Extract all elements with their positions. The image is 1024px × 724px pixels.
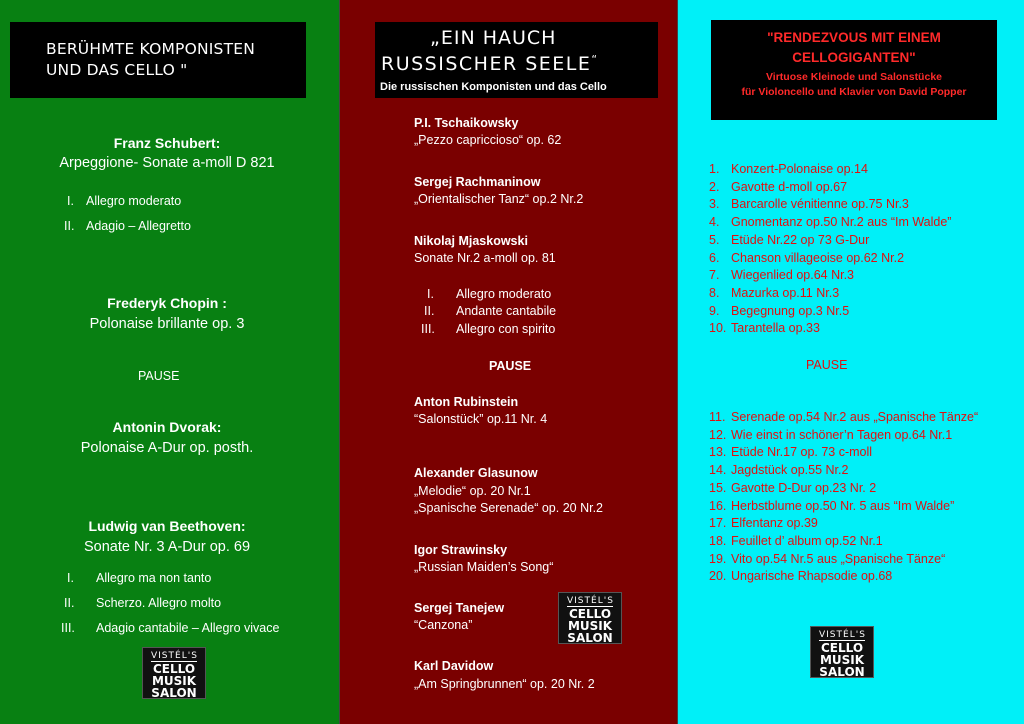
header-title: "RENDEZVOUS MIT EINEM CELLOGIGANTEN": [767, 30, 941, 65]
list-item: 16. Herbstblume op.50 Nr. 5 aus “Im Walde”: [709, 498, 955, 513]
panel-popper-rendezvous: [678, 0, 1024, 724]
movement-number: II.: [424, 304, 435, 318]
list-item: 5. Etüde Nr.22 op 73 G-Dur: [709, 232, 870, 247]
list-item: 19. Vito op.54 Nr.5 aus „Spanische Tänze“: [709, 551, 946, 566]
program-entry: P.I. Tschaikowsky „Pezzo capriccioso“ op. 62: [414, 116, 562, 147]
header-popper-rendezvous: [711, 20, 997, 120]
movement-title: Adagio cantabile – Allegro vivace: [96, 621, 280, 635]
program-entry: Nikolaj Mjaskowski Sonate Nr.2 a-moll op. 81: [414, 234, 556, 265]
program-entry: Karl Davidow „Am Springbrunnen“ op. 20 Nr. 2: [414, 659, 595, 691]
composer-dvorak: Antonin Dvorak:: [112, 419, 222, 435]
movement-title: Scherzo. Allegro molto: [96, 596, 222, 610]
program-entry: Sergej Rachmaninow „Orientalischer Tanz“ op.2 Nr.2: [414, 175, 584, 206]
work-schubert: Arpeggione- Sonate a-moll D 821: [59, 155, 275, 171]
movement-title: Allegro ma non tanto: [96, 571, 212, 585]
list-item: 6. Chanson villageoise op.62 Nr.2: [709, 250, 905, 265]
panel-famous-composers: [0, 0, 340, 724]
list-item: 4. Gnomentanz op.50 Nr.2 aus “Im Walde”: [709, 215, 952, 230]
header-subtitle: Virtuose Kleinode und Salonstücke für Violoncello und Klavier von David Popper: [741, 71, 967, 98]
list-item: 11. Serenade op.54 Nr.2 aus „Spanische Tänze“: [709, 410, 979, 424]
movement-title: Andante cantabile: [456, 304, 557, 318]
movement-number: III.: [421, 322, 435, 336]
movement-number: III.: [61, 621, 75, 635]
cello-musik-salon-logo: VISTÉL'S CELLO MUSIK SALON: [142, 647, 206, 699]
popper-list-part2: [709, 409, 978, 586]
list-item: 7. Wiegenlied op.64 Nr.3: [709, 268, 854, 283]
header-title-line1: „EIN HAUCH: [430, 27, 557, 49]
movement-title: Adagio – Allegretto: [86, 219, 191, 233]
movement-number: I.: [67, 194, 74, 208]
list-item: 3. Barcarolle vénitienne op.75 Nr.3: [709, 197, 909, 212]
header-title-line2: RUSSISCHER SEELE“: [381, 53, 599, 75]
program-entry: Igor Strawinsky „Russian Maiden’s Song“: [414, 543, 554, 574]
movement-number: II.: [64, 596, 75, 610]
list-item: 15. Gavotte D-Dur op.23 Nr. 2: [709, 480, 877, 495]
pause-label: PAUSE: [806, 358, 848, 372]
movement-title: Allegro moderato: [456, 287, 552, 301]
list-item: 2. Gavotte d-moll op.67: [709, 179, 848, 194]
program-entry: Anton Rubinstein “Salonstück” op.11 Nr. 4: [414, 395, 548, 426]
movement-number: II.: [64, 219, 75, 233]
list-item: 1. Konzert-Polonaise op.14: [709, 162, 868, 176]
header-famous-composers: [10, 22, 306, 98]
movement-number: I.: [67, 571, 74, 585]
movement-title: Allegro moderato: [86, 194, 182, 208]
header-title: BERÜHMTE KOMPONISTEN UND DAS CELLO ": [46, 40, 256, 79]
list-item: 13. Etüde Nr.17 op. 73 c-moll: [709, 445, 873, 460]
popper-list-part1: [709, 161, 951, 338]
list-item: 14. Jagdstück op.55 Nr.2: [709, 463, 849, 478]
list-item: 20. Ungarische Rhapsodie op.68: [709, 569, 893, 584]
list-item: 12. Wie einst in schöner’n Tagen op.64 Nr.1: [709, 427, 953, 442]
list-item: 10. Tarantella op.33: [709, 321, 820, 336]
cello-musik-salon-logo: VISTÉL'S CELLO MUSIK SALON: [558, 592, 622, 644]
pause-label: PAUSE: [489, 359, 532, 373]
program-entry: Alexander Glasunow „Melodie“ op. 20 Nr.1 „Spanische Serenade“ op. 20 Nr.2: [414, 466, 604, 515]
work-dvorak: Polonaise A-Dur op. posth.: [80, 440, 254, 456]
program-entry: Sergej Tanejew “Canzona”: [414, 601, 505, 632]
work-beethoven: Sonate Nr. 3 A-Dur op. 69: [83, 539, 251, 555]
composer-chopin: Frederyk Chopin :: [107, 295, 227, 311]
composer-beethoven: Ludwig van Beethoven:: [88, 518, 246, 534]
list-item: 18. Feuillet d’ album op.52 Nr.1: [709, 533, 883, 548]
list-item: 17. Elfentanz op.39: [709, 516, 818, 531]
composer-schubert: Franz Schubert:: [113, 135, 221, 151]
movement-title: Allegro con spirito: [456, 322, 556, 336]
list-item: 8. Mazurka op.11 Nr.3: [709, 285, 840, 300]
panel-russian-soul: [340, 0, 678, 724]
movement-number: I.: [427, 287, 434, 301]
list-item: 9. Begegnung op.3 Nr.5: [709, 303, 850, 318]
header-russian-soul: [375, 22, 658, 98]
work-chopin: Polonaise brillante op. 3: [89, 316, 245, 332]
header-subtitle: Die russischen Komponisten und das Cello: [380, 81, 607, 93]
pause-label: PAUSE: [138, 369, 180, 383]
cello-musik-salon-logo: VISTÉL'S CELLO MUSIK SALON: [810, 626, 874, 678]
